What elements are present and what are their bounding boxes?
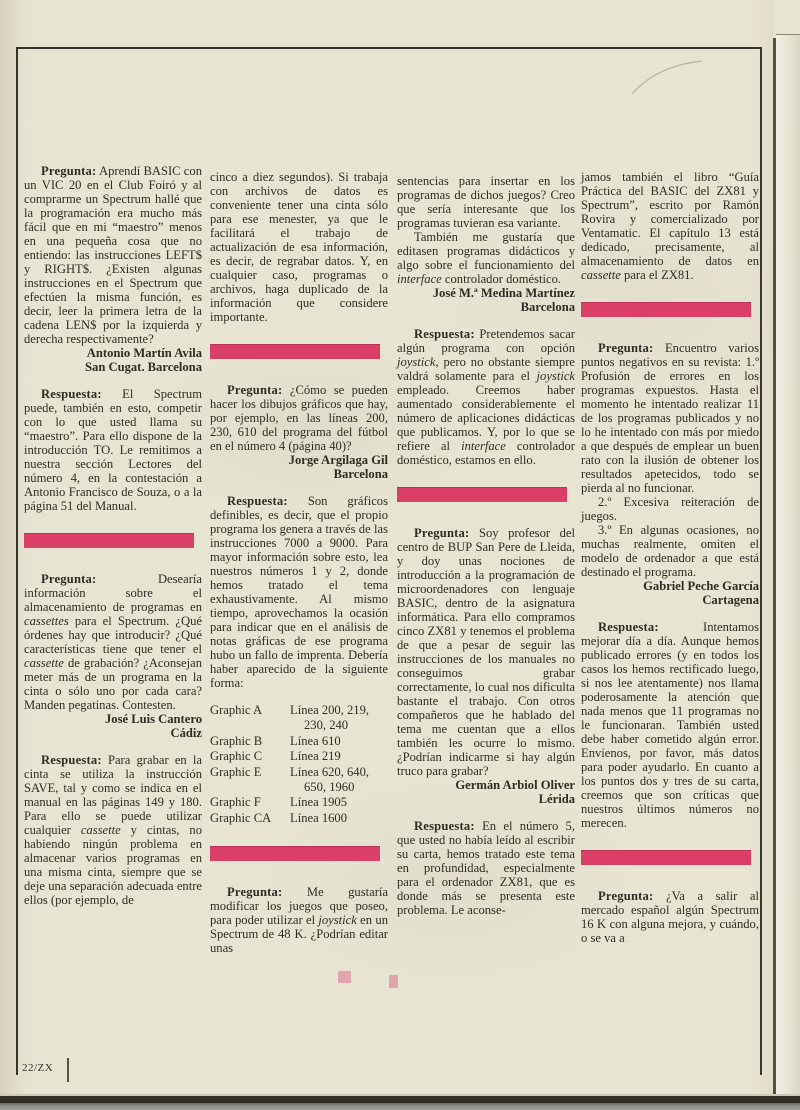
graphic-lines: 230, 240 [304, 718, 349, 733]
graphics-table-row [210, 718, 388, 733]
question-label: Pregunta: [41, 164, 97, 178]
signature [397, 778, 575, 806]
graphic-lines: Línea 1600 [290, 810, 348, 825]
graphic-name: Graphic A [210, 703, 263, 717]
question-label: Pregunta: [227, 383, 283, 397]
signature-line: San Cugat. Barcelona [85, 360, 202, 374]
text-column-1 [24, 164, 202, 907]
signature-line: Barcelona [520, 300, 575, 314]
question-label: Pregunta: [414, 526, 470, 540]
answer-paragraph: Respuesta: Pretendemos sacar algún programa con opción joystick, pero no obstante siempre valdrá solamente para el joystick empleado. Creemos haber aumentado considerablemente el número de aplicaciones didácticas que publicamos. Y, por lo que se refiere al interface controlador doméstico, estamos en ello. [397, 327, 575, 467]
graphic-lines: 650, 1960 [304, 780, 355, 795]
continuation-paragraph: sentencias para insertar en los programas de dichos juegos? Creo que sería interesante que los programas tuvieran esa variante. [397, 174, 575, 230]
continuation-paragraph: jamos también el libro “Guía Práctica del BASIC del ZX81 y Spectrum”, escrito por Ramón Rovira y comercializado por Ventamatic. El capítulo 13 está dedicado, precisamente, al almacenamiento de datos en cassette para el ZX81. [581, 170, 759, 282]
graphics-table-row [210, 734, 388, 749]
graphic-name [210, 780, 290, 795]
answer-label: Respuesta: [227, 494, 288, 508]
separator-bar [397, 487, 567, 502]
signature [397, 286, 575, 314]
signature-line: Lérida [538, 792, 575, 806]
graphic-name: Graphic E [210, 764, 262, 779]
graphic-lines: Línea 1905 [290, 795, 348, 810]
graphic-lines: Línea 219 [290, 749, 341, 764]
separator-bar [581, 850, 751, 865]
answer-paragraph: Respuesta: El Spectrum puede, también en esto, competir con lo que usted llama su “maestro”. Para ello dispone de la introducción TO. Le remitimos a nuestra sección Lectores del número 4, en la contestación a Antonio Francisco de Souza, o a la página 51 del Manual. [24, 387, 202, 513]
question-label: Pregunta: [41, 572, 97, 586]
question-paragraph: Pregunta: Encuentro varios puntos negativos en su revista: 1.º Profusión de errores en los programas expuestos. Hasta el momento he intentado realizar 11 de los programas publicados y no lo he intentado con más por miedo a que después de emplear un buen rato con la ilusión de obtener los resultados apetecidos, todo se pierda al no funcionar. [581, 341, 759, 495]
graphics-table-row [210, 703, 388, 718]
graphics-table-row [210, 765, 388, 780]
answer-paragraph: Respuesta: Intentamos mejorar día a día. Aunque hemos publicado errores (y en todos los casos los hemos rectificado luego, si nos lee atentamente) nos llama poderosamente la atención que nada menos que 11 programas no le funcionaran. También usted debe haber cometido algún error. Envíenos, por favor, más datos para poder ayudarlo. En cuanto a los puntos dos y tres de su carta, creemos que son críticas que nuestros últimos números no merecen. [581, 620, 759, 830]
question-label: Pregunta: [598, 889, 654, 903]
text-column-3 [397, 174, 575, 917]
ink-bleed-mark [338, 971, 351, 983]
signature-line: Cádiz [170, 726, 202, 740]
graphic-name: Graphic C [210, 749, 263, 764]
text-column-4 [581, 170, 759, 945]
separator-bar [581, 302, 751, 317]
question-paragraph: Pregunta: Soy profesor del centro de BUP San Pere de Lleida, y doy unas nociones de introducción a la programación de microordenadores con lenguaje BASIC, dentro de la asignatura informática. Para ello compramos cinco ZX81 y tenemos el problema de que a pesar de seguir las instrucciones de los manuales no conseguimos grabar correctamente, lo cual nos dificulta bastante el trabajo. Con otros compañeros que he hablado del tema me cuentan que a ellos también les ocurre lo mismo. ¿Podrían indicarme si hay algún truco para grabar? [397, 526, 575, 778]
graphics-table-row [210, 780, 388, 795]
signature [24, 712, 202, 740]
body-paragraph: 2.º Excesiva reiteración de juegos. [581, 495, 759, 523]
graphic-name: Graphic CA [210, 810, 272, 825]
answer-label: Respuesta: [41, 387, 102, 401]
ink-bleed-mark [389, 975, 398, 988]
signature-line: Antonio Martín Avila [86, 346, 202, 360]
adjacent-page-edge [776, 34, 800, 1099]
signature-line: Gabriel Peche García [643, 579, 759, 593]
signature [24, 346, 202, 374]
text-column-2 [210, 170, 388, 955]
body-paragraph: También me gustaría que editasen programas didácticos y algo sobre el funcionamiento del interface controlador doméstico. [397, 230, 575, 286]
question-paragraph: Pregunta: Aprendí BASIC con un VIC 20 en el Club Foiró y al comprarme un Spectrum hallé que la programación era mucho más fácil que en mi “maestro” menos en una pequeña cosa que no entiendo: las instrucciones LEFT$ y RIGHT$. ¿Existen algunas instrucciones en el Spectrum que efectúen la misma función, es decir, leer la primera letra de la cadena LEN$ por la izquierda y derecha respectivamente? [24, 164, 202, 346]
page-footer [22, 1062, 53, 1074]
continuation-paragraph: cinco a diez segundos). Si trabaja con archivos de datos es conveniente tener una cinta sólo para ese menester, ya que le facilitará el trabajo de actualización de esa información, es decir, de regrabar datos. Y, en cualquier caso, programas o archivos, haga duplicado de la información que considere importante. [210, 170, 388, 324]
separator-bar [24, 533, 194, 548]
answer-paragraph: Respuesta: Son gráficos definibles, es decir, que el propio programa los genera a través de las instrucciones 7000 a 9000. Para mayor información sobre esto, lea nuestros números 1 y 2, donde hemos tratado el tema exhaustivamente. Al mismo tiempo, aprovechamos la ocasión para indicar que en el análisis de notas gráficas de ese programa hubo un fallo de imprenta. Debería haber aparecido de la siguiente forma: [210, 494, 388, 690]
separator-bar [210, 344, 380, 359]
answer-label: Respuesta: [598, 620, 659, 634]
answer-paragraph: Respuesta: Para grabar en la cinta se utiliza la instrucción SAVE, tal y como se indica en el manual en las páginas 149 y 180. Para ello se puede utilizar cualquier cassette y cintas, no habiendo ningún problema en almacenar varios programas en una misma cinta, siempre que se deje una separación adecuada entre ellos (por ejemplo, de [24, 753, 202, 907]
graphic-lines: Línea 620, 640, [290, 764, 370, 779]
graphics-table [210, 703, 388, 826]
question-label: Pregunta: [227, 885, 283, 900]
signature-line: Germán Arbiol Oliver [455, 778, 575, 792]
signature [210, 453, 388, 481]
graphic-lines: Línea 610 [290, 733, 341, 748]
answer-label: Respuesta: [414, 327, 475, 341]
signature-line: José M.ª Medina Martínez [432, 286, 575, 300]
answer-label: Respuesta: [41, 753, 102, 767]
graphic-name: Graphic F [210, 795, 261, 810]
graphic-name [210, 718, 290, 733]
signature-line: José Luis Cantero [104, 712, 202, 726]
pencil-mark [618, 52, 728, 102]
graphic-lines: Línea 200, 219, [290, 703, 370, 717]
graphics-table-row [210, 811, 388, 826]
graphic-name: Graphic B [210, 733, 263, 748]
graphics-table-row [210, 749, 388, 764]
scan-bottom-edge [0, 1094, 800, 1110]
question-paragraph: Pregunta: Me gustaría modificar los juegos que poseo, para poder utilizar el joystick en un Spectrum de 48 K. ¿Podrían editar unas [210, 885, 388, 956]
question-paragraph: Pregunta: ¿Cómo se pueden hacer los dibujos gráficos que hay, por ejemplo, en las líneas 200, 230, 610 del programa del fútbol en el número 4 (página 40)? [210, 383, 388, 453]
graphics-table-row [210, 795, 388, 810]
signature-line: Jorge Argilaga Gil [288, 453, 388, 467]
page-number: 22/ZX [22, 1062, 54, 1074]
pen-tick-mark [67, 1058, 69, 1082]
separator-bar [210, 846, 380, 861]
answer-label: Respuesta: [414, 819, 475, 833]
answer-paragraph: Respuesta: En el número 5, que usted no había leído al escribir su carta, hemos tratado este tema en profundidad, especialmente para el ordenador ZX81, que es donde más se presenta este problema. Le aconse- [397, 819, 575, 917]
body-paragraph: 3.º En algunas ocasiones, no muchas realmente, omiten el modelo de ordenador a que está destinado el programa. [581, 523, 759, 579]
question-paragraph: Pregunta: Desearía información sobre el almacenamiento de programas en cassettes para el Spectrum. ¿Qué órdenes hay que introducir? ¿Qué características tiene que tener el cassette de grabación? ¿Aconsejan meter más de un programa en la cinta o sólo uno por cada cara? Manden pegatinas. Contesten. [24, 572, 202, 712]
question-label: Pregunta: [598, 341, 654, 355]
signature [581, 579, 759, 607]
question-paragraph: Pregunta: ¿Va a salir al mercado español algún Spectrum 16 K con alguna mejora, y cuándo, o se va a [581, 889, 759, 945]
signature-line: Barcelona [333, 467, 388, 481]
signature-line: Cartagena [702, 593, 759, 607]
